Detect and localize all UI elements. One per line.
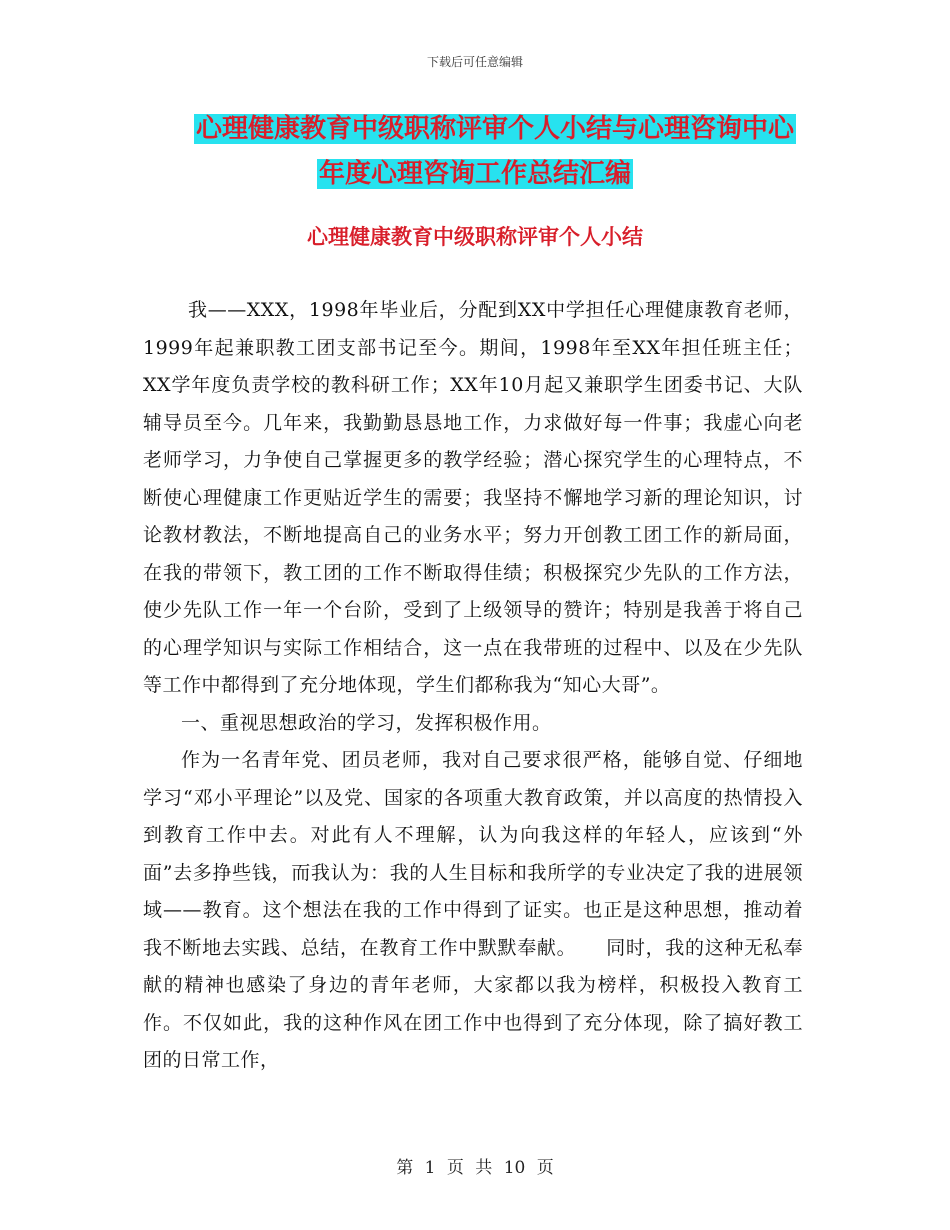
page-footer: 第 1 页 共 10 页 — [396, 1158, 554, 1178]
document-title-text-1: 心理健康教育中级职称评审个人小结与心理咨询中心 — [195, 114, 794, 144]
paragraph-political-study: 作为一名青年党、团员老师，我对自己要求很严格，能够自觉、仔细地学习“邓小平理论”以及党、国家的各项重大教育政策，并以高度的热情投入到教育工作中去。对此有人不理解，认为向我这样的年轻人，应该到“外面”去多挣些钱，而我认为：我的人生目标和我所学的专业决定了我的进展领域——教育。这个想法在我的工作中得到了证实。也正是这种思想，推动着我不断地去实践、总结，在教育工作中默默奉献。 同时，我的这种无私奉献的精神也感染了身边的青年老师，大家都以我为榜样，积极投入教育工作。不仅如此，我的这种作风在团工作中也得到了充分体现，除了搞好教工团的日常工作， — [143, 749, 803, 1071]
section-heading: 心理健康教育中级职称评审个人小结 — [307, 225, 643, 249]
paragraph-intro: 我——XXX，1998年毕业后，分配到XX中学担任心理健康教育老师，1999年起兼职教工团支部书记至今。期间，1998年至XX年担任班主任；XX学年度负责学校的教科研工作；XX年10月起又兼职学生团委书记、大队辅导员至今。几年来，我勤勤恳恳地工作，力求做好每一件事；我虚心向老老师学习，力争使自己掌握更多的教学经验；潜心探究学生的心理特点，不断使心理健康工作更贴近学生的需要；我坚持不懈地学习新的理论知识，讨论教材教法，不断地提高自己的业务水平；努力开创教工团工作的新局面，在我的带领下，教工团的工作不断取得佳绩；积极探究少先队的工作方法，使少先队工作一年一个台阶，受到了上级领导的赞许；特别是我善于将自己的心理学知识与实际工作相结合，这一点在我带班的过程中、以及在少先队等工作中都得到了充分地体现，学生们都称我为“知心大哥”。 — [143, 299, 803, 696]
paragraph-heading-1: 一、重视思想政治的学习，发挥积极作用。 — [181, 711, 552, 734]
header-note: 下载后可任意编辑 — [426, 55, 523, 69]
document-title-line-1 — [0, 110, 950, 148]
document-title-line-2 — [0, 155, 950, 193]
document-title-text-2: 年度心理咨询工作总结汇编 — [318, 159, 631, 189]
body-text — [143, 292, 803, 1080]
